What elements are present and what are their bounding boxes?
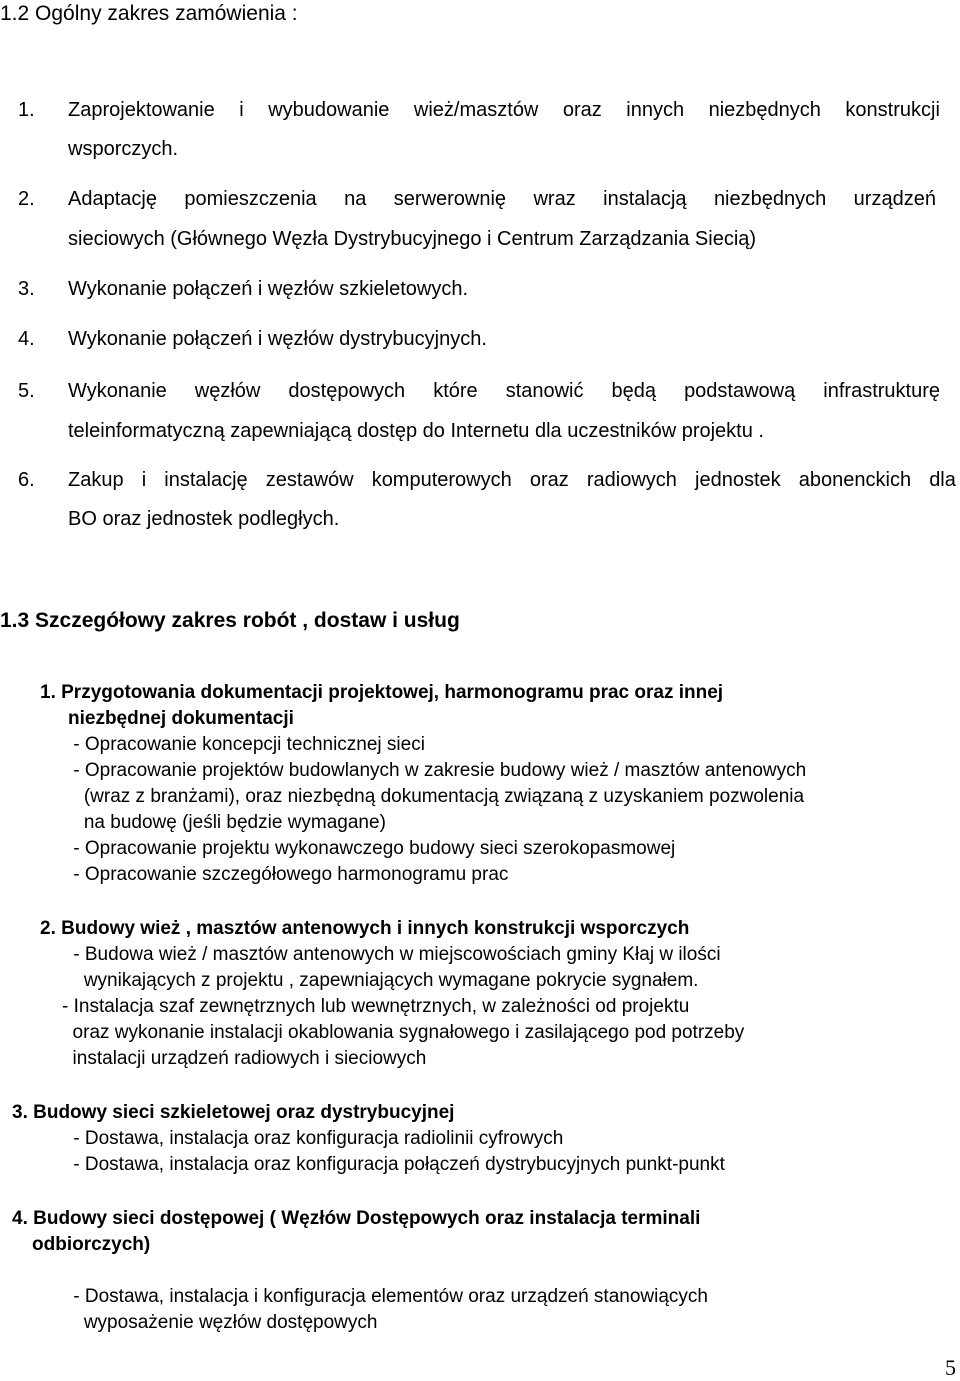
- group-line: oraz wykonanie instalacji okablowania sygnałowego i zasilającego pod potrzeby: [62, 1022, 745, 1043]
- section-heading-1-2: 1.2 Ogólny zakres zamówienia :: [0, 2, 298, 25]
- word: abonenckich: [798, 469, 912, 491]
- list-item-text-line: teleinformatyczną zapewniającą dostęp do Internetu dla uczestników projektu .: [68, 420, 764, 442]
- group-line: - Opracowanie projektów budowlanych w zakresie budowy wież / masztów antenowych: [68, 760, 807, 781]
- word: instalację: [164, 469, 248, 491]
- list-item-text-line: BO oraz jednostek podległych.: [68, 508, 340, 530]
- list-item-text-line: [68, 380, 940, 403]
- list-item-text-line: sieciowych (Głównego Węzła Dystrybucyjnego i Centrum Zarządzania Siecią): [68, 228, 757, 250]
- group-line: na budowę (jeśli będzie wymagane): [68, 812, 386, 833]
- word: niezbędnych: [708, 99, 821, 121]
- group-line: wyposażenie węzłów dostępowych: [68, 1312, 378, 1333]
- list-item-number: 5.: [18, 380, 35, 402]
- word: i: [239, 99, 244, 121]
- group-title: niezbędnej dokumentacji: [68, 708, 294, 729]
- group-line: - Opracowanie koncepcji technicznej sieci: [68, 734, 425, 755]
- word: pomieszczenia: [184, 188, 317, 210]
- group-line: - Opracowanie szczegółowego harmonogramu prac: [68, 864, 509, 885]
- list-item-text-line: [68, 188, 936, 211]
- word: wież/masztów: [413, 99, 539, 121]
- word: innych: [626, 99, 685, 121]
- word: węzłów: [194, 380, 261, 402]
- group-title: 4. Budowy sieci dostępowej ( Węzłów Dostępowych oraz instalacja terminali: [12, 1208, 701, 1229]
- word: infrastrukturę: [823, 380, 940, 402]
- word: konstrukcji: [845, 99, 940, 121]
- list-item-text-line: Wykonanie połączeń i węzłów szkieletowych.: [68, 278, 468, 300]
- group-line: - Dostawa, instalacja oraz konfiguracja radiolinii cyfrowych: [68, 1128, 564, 1149]
- word: zestawów: [265, 469, 354, 491]
- list-item-number: 3.: [18, 278, 35, 300]
- word: i: [141, 469, 147, 491]
- list-item-text-line: [68, 469, 956, 492]
- group-title: 1. Przygotowania dokumentacji projektowej, harmonogramu prac oraz innej: [40, 682, 724, 703]
- word: oraz: [529, 469, 569, 491]
- word: Wykonanie: [68, 380, 167, 402]
- list-item-text-line: [68, 99, 940, 122]
- group-title: 3. Budowy sieci szkieletowej oraz dystrybucyjnej: [12, 1102, 455, 1123]
- group-line: instalacji urządzeń radiowych i sieciowych: [62, 1048, 427, 1069]
- word: Adaptację: [68, 188, 157, 210]
- group-line: - Dostawa, instalacja oraz konfiguracja połączeń dystrybucyjnych punkt-punkt: [68, 1154, 725, 1175]
- word: na: [344, 188, 367, 210]
- word: wybudowanie: [268, 99, 390, 121]
- group-line: (wraz z branżami), oraz niezbędną dokumentacją związaną z uzyskaniem pozwolenia: [68, 786, 805, 807]
- list-item-number: 2.: [18, 188, 35, 210]
- group-title: 2. Budowy wież , masztów antenowych i innych konstrukcji wsporczych: [40, 918, 690, 939]
- word: dostępowych: [288, 380, 406, 402]
- word: serwerownię: [393, 188, 507, 210]
- list-item-number: 1.: [18, 99, 35, 121]
- word: jednostek: [695, 469, 781, 491]
- word: urządzeń: [853, 188, 936, 210]
- word: oraz: [562, 99, 602, 121]
- list-item-number: 6.: [18, 469, 35, 491]
- word: komputerowych: [371, 469, 512, 491]
- word: Zakup: [68, 469, 124, 491]
- list-item-number: 4.: [18, 328, 35, 350]
- word: będą: [611, 380, 657, 402]
- word: stanowić: [505, 380, 584, 402]
- list-item-text-line: Wykonanie połączeń i węzłów dystrybucyjnych.: [68, 328, 487, 350]
- word: dla: [929, 469, 956, 491]
- group-line: - Dostawa, instalacja i konfiguracja elementów oraz urządzeń stanowiących: [68, 1286, 708, 1307]
- word: niezbędnych: [713, 188, 827, 210]
- word: wraz: [533, 188, 576, 210]
- group-line: - Instalacja szaf zewnętrznych lub wewnętrznych, w zależności od projektu: [62, 996, 690, 1017]
- word: które: [433, 380, 478, 402]
- list-item-text-line: wsporczych.: [68, 138, 179, 160]
- word: podstawową: [684, 380, 796, 402]
- section-heading-1-3: 1.3 Szczegółowy zakres robót , dostaw i usług: [0, 609, 460, 632]
- group-line: - Opracowanie projektu wykonawczego budowy sieci szerokopasmowej: [68, 838, 676, 859]
- word: Zaprojektowanie: [68, 99, 215, 121]
- group-line: wynikających z projektu , zapewniających wymagane pokrycie sygnałem.: [68, 970, 699, 991]
- group-title: odbiorczych): [32, 1234, 151, 1255]
- group-line: - Budowa wież / masztów antenowych w miejscowościach gminy Kłaj w ilości: [68, 944, 721, 965]
- word: instalacją: [603, 188, 687, 210]
- word: radiowych: [586, 469, 677, 491]
- page-number: 5: [945, 1355, 956, 1380]
